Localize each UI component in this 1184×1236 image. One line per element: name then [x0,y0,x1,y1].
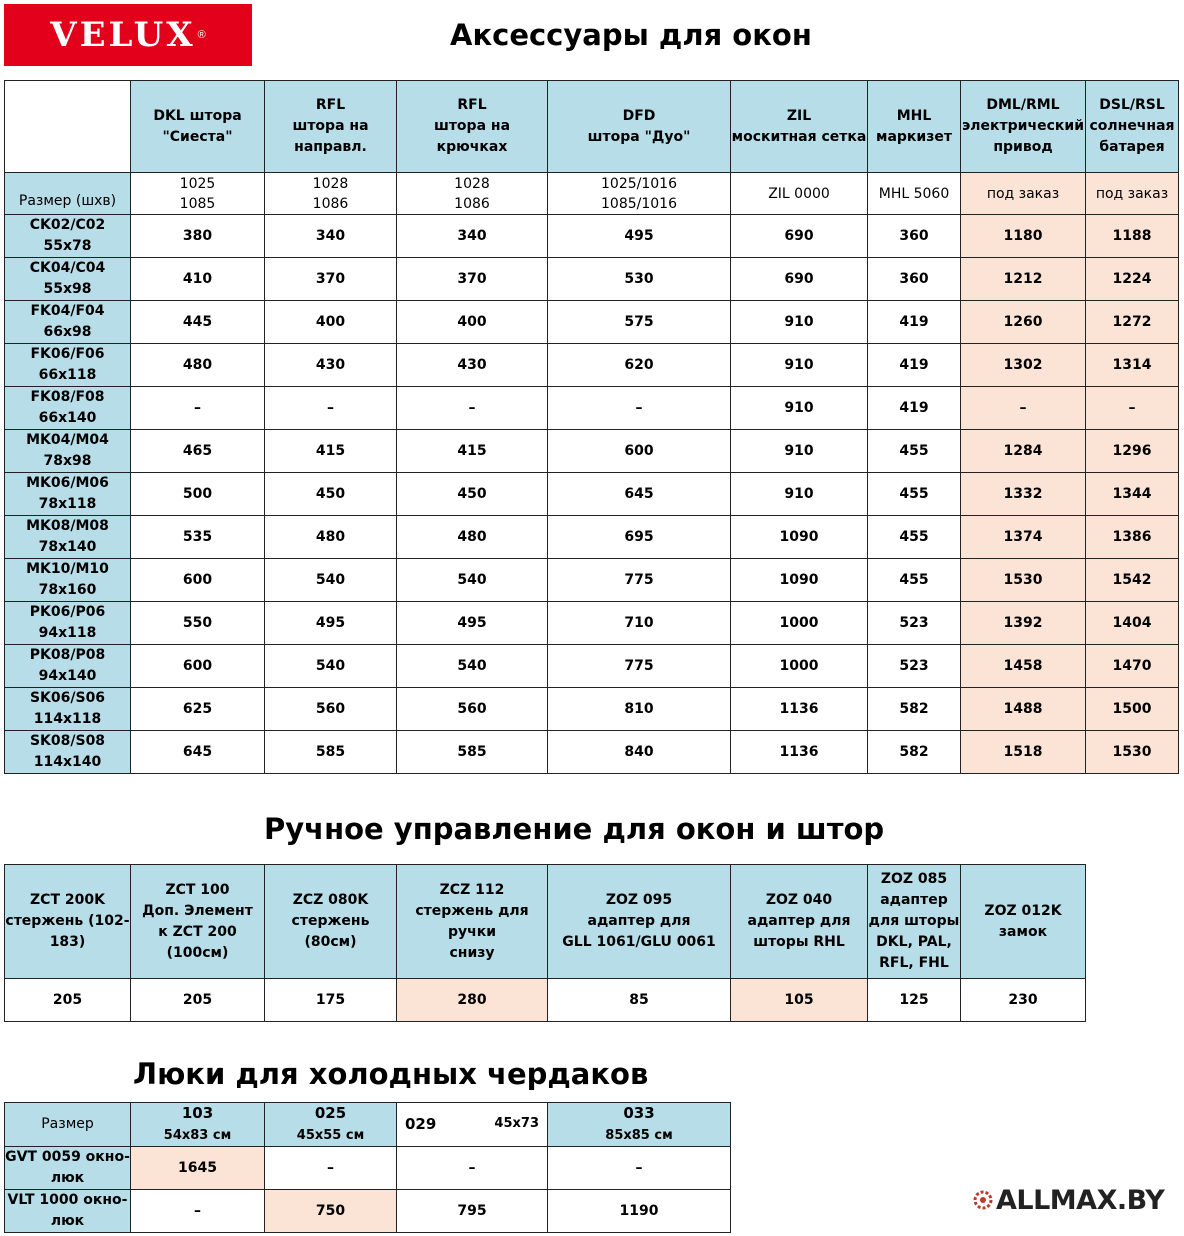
section1-title: Аксессуары для окон [450,18,812,52]
size-cell [5,731,131,774]
cell-line: маркизет [876,128,952,145]
price-cell: 455 [868,559,961,602]
table-row [5,473,1179,516]
column-header [731,81,868,173]
price-cell: 495 [397,602,548,645]
price-cell: 840 [548,731,731,774]
product-cell [5,1147,131,1190]
cell-line: 1085/1016 [601,195,677,212]
header-row [5,1103,731,1147]
size-cell [5,473,131,516]
price-cell: 1386 [1086,516,1179,559]
price-cell: 1090 [731,559,868,602]
cell-line: ZCT 100 [165,881,230,898]
cell-line: MK06/M06 [26,475,109,491]
price-cell: 105 [731,979,868,1022]
cell-line: 78x98 [43,453,92,469]
cell-line: 1086 [454,195,490,212]
price-cell: 600 [131,645,265,688]
cell-line: 1025/1016 [601,175,677,192]
price-cell: 910 [731,301,868,344]
price-cell: – [961,387,1086,430]
cell-line: MHL [896,107,932,124]
price-cell: 1180 [961,215,1086,258]
allmax-text: ALLMAX.BY [996,1184,1165,1216]
code-row [5,173,1179,215]
price-cell: 1458 [961,645,1086,688]
cell-line: MK04/M04 [26,432,109,448]
cell-line: штора на [292,118,369,134]
manual-control-table [4,864,1086,1022]
cell-line: ZCZ 112 [439,881,505,898]
column-header [961,81,1086,173]
cell-line: 114x140 [33,754,102,770]
column-header [5,865,131,979]
column-header [548,1103,731,1147]
price-cell: 1374 [961,516,1086,559]
cell-line: Доп. Элемент [142,902,253,919]
cell-line: для шторы [868,913,960,929]
price-cell: 205 [131,979,265,1022]
section3-title: Люки для холодных чердаков [133,1057,649,1091]
price-cell: 480 [131,344,265,387]
price-cell: 1530 [961,559,1086,602]
price-cell: 495 [265,602,397,645]
product-code [265,173,397,215]
cell-line: FK04/F04 66x98 [30,303,105,340]
price-cell: 495 [548,215,731,258]
cell-line: 78x118 [38,496,97,512]
cell-line: VLT 1000 окно- [7,1192,128,1208]
hatch-code: 025 [314,1104,347,1122]
column-header [868,81,961,173]
price-cell: 480 [265,516,397,559]
size-cell [5,215,131,258]
price-cell: 430 [265,344,397,387]
price-cell: 540 [265,645,397,688]
size-cell [5,645,131,688]
cell-line: ZOZ 040 [765,892,833,908]
cell-line: ZIL [786,107,812,124]
price-cell: 690 [731,258,868,301]
price-cell: 540 [265,559,397,602]
price-cell: 910 [731,344,868,387]
cell-line: GLL 1061/GLU 0061 [562,934,716,950]
table-row [5,979,1086,1022]
price-cell: 1000 [731,645,868,688]
product-code [731,173,868,215]
gear-icon [972,1189,994,1211]
table-row [5,559,1179,602]
price-cell: 795 [397,1190,548,1233]
cell-line: ZOZ 095 [605,892,673,908]
cell-line: снизу [449,944,495,961]
column-header [548,865,731,979]
hatch-dim: 54x83 см [163,1128,232,1143]
cell-line: батарея [1099,139,1165,155]
cell-line: москитная сетка [731,128,867,145]
size-cell [5,688,131,731]
price-cell: 340 [265,215,397,258]
cell-line: ZOZ 012K замок [984,902,1062,940]
column-header [265,865,397,979]
size-cell [5,430,131,473]
column-header [131,81,265,173]
table-row [5,1190,731,1233]
product-code [131,173,265,215]
price-cell: 360 [868,258,961,301]
registered-mark: ® [197,29,206,41]
price-cell: 450 [397,473,548,516]
cell-line: адаптер для [747,913,851,929]
price-cell: 1090 [731,516,868,559]
column-header [397,865,548,979]
price-cell: 1224 [1086,258,1179,301]
cell-line: адаптер для [587,913,691,929]
price-cell: 430 [397,344,548,387]
accessories-table [4,80,1179,774]
cell-line: DML/RML [986,97,1060,113]
table-row [5,387,1179,430]
table-row [5,430,1179,473]
corner-cell [5,81,131,173]
table-row [5,301,1179,344]
price-cell: – [131,387,265,430]
price-cell: 560 [265,688,397,731]
hatch-dim: 45x55 см [296,1128,365,1143]
price-cell: 480 [397,516,548,559]
price-cell: 645 [131,731,265,774]
price-cell: 1404 [1086,602,1179,645]
product-code [397,173,548,215]
price-cell: – [265,387,397,430]
cell-line: GVT 0059 окно- [5,1149,130,1165]
cell-line: под заказ [986,185,1060,202]
product-code [1086,173,1179,215]
price-cell: – [397,387,548,430]
table-row [5,344,1179,387]
price-cell: 585 [397,731,548,774]
price-cell: 620 [548,344,731,387]
price-cell: 1344 [1086,473,1179,516]
size-cell [5,559,131,602]
cell-line: 114x118 [33,711,102,727]
price-cell: 1188 [1086,215,1179,258]
cell-line: люк [50,1213,85,1229]
price-cell: 1488 [961,688,1086,731]
cell-line: стержень (80см) [291,913,370,950]
size-cell [5,387,131,430]
price-cell: 1272 [1086,301,1179,344]
price-cell: 230 [961,979,1086,1022]
price-cell: 695 [548,516,731,559]
price-cell: 775 [548,645,731,688]
cell-line: DSL/RSL [1099,97,1165,113]
price-cell: 360 [868,215,961,258]
cell-line: "Сиеста" [162,128,233,145]
price-cell: 340 [397,215,548,258]
cell-line: ZIL 0000 [768,185,830,202]
product-cell [5,1190,131,1233]
cell-line: PK06/P06 94x118 [29,604,106,641]
hatch-dim: 85x85 см [605,1128,673,1143]
price-cell: 1190 [548,1190,731,1233]
price-cell: 465 [131,430,265,473]
section2-title: Ручное управление для окон и штор [264,812,885,846]
price-cell: 535 [131,516,265,559]
price-cell: 1136 [731,731,868,774]
price-cell: 1136 [731,688,868,731]
price-cell: 750 [265,1190,397,1233]
cell-line: PK08/P08 94x140 [29,647,106,684]
cell-line: SK06/S06 [29,690,106,706]
cell-line: MHL 5060 [878,185,950,202]
price-cell: 415 [265,430,397,473]
price-cell: 455 [868,430,961,473]
price-cell: 205 [5,979,131,1022]
column-header [265,1103,397,1147]
cell-line: шторы RHL [753,934,845,950]
price-cell: 450 [265,473,397,516]
price-cell: 523 [868,645,961,688]
price-cell: 1284 [961,430,1086,473]
price-cell: 550 [131,602,265,645]
cell-line: ZCZ 080K [292,892,369,908]
attic-hatch-table [4,1102,731,1233]
column-header [131,1103,265,1147]
price-cell: 1518 [961,731,1086,774]
cell-line: стержень для ручки [415,902,529,940]
price-cell: 560 [397,688,548,731]
price-cell: 370 [265,258,397,301]
price-cell: 419 [868,301,961,344]
size-cell [5,516,131,559]
price-cell: 775 [548,559,731,602]
price-cell: 645 [548,473,731,516]
cell-line: электрический [961,118,1085,134]
cell-line: MK08/M08 [26,518,109,534]
price-cell: 910 [731,430,868,473]
product-code [548,173,731,215]
price-cell: 1260 [961,301,1086,344]
size-label: Размер (шхв) [5,173,131,215]
price-cell: – [131,1190,265,1233]
column-header [1086,81,1179,173]
cell-line: ZOZ 085 [880,871,948,887]
price-cell: – [548,387,731,430]
cell-line: 183) [49,934,86,950]
table-row [5,731,1179,774]
table-row [5,688,1179,731]
price-cell: 125 [868,979,961,1022]
price-cell: 582 [868,688,961,731]
cell-line: RFL [457,97,487,113]
price-cell: 370 [397,258,548,301]
size-cell [5,258,131,301]
cell-line: 78x140 [38,539,97,555]
price-cell: 419 [868,344,961,387]
price-cell: 600 [131,559,265,602]
price-cell: 1302 [961,344,1086,387]
table-row [5,602,1179,645]
size-label: Размер [5,1103,131,1147]
cell-line: к ZCT 200 (100см) [158,923,237,961]
price-cell: 445 [131,301,265,344]
cell-line: DFD [622,107,656,124]
table-row [5,258,1179,301]
price-cell: 690 [731,215,868,258]
price-cell: 380 [131,215,265,258]
cell-line: DKL, PAL, [876,934,952,950]
price-cell: 1314 [1086,344,1179,387]
cell-line: 1085 [179,195,216,212]
price-cell: 1645 [131,1147,265,1190]
velux-logo [4,4,252,66]
price-cell: 500 [131,473,265,516]
price-cell: 710 [548,602,731,645]
cell-line: RFL [315,97,346,113]
price-cell: 1542 [1086,559,1179,602]
cell-line: MK10/M10 [26,561,109,577]
size-cell [5,602,131,645]
price-cell: 575 [548,301,731,344]
cell-line: солнечная [1089,118,1175,134]
price-cell: 280 [397,979,548,1022]
price-cell: – [397,1147,548,1190]
header-row [5,865,1086,979]
logo-text: VELUX [50,15,196,55]
price-cell: 1000 [731,602,868,645]
price-cell: 625 [131,688,265,731]
hatch-code: 033 [623,1104,655,1122]
price-cell: 600 [548,430,731,473]
price-cell: 1530 [1086,731,1179,774]
column-header [397,81,548,173]
price-cell: 1332 [961,473,1086,516]
price-cell: 1212 [961,258,1086,301]
price-cell: 175 [265,979,397,1022]
column-header [961,865,1086,979]
cell-line: 1028 [454,175,490,192]
hatch-code: 029 [405,1114,437,1133]
cell-line: привод [993,139,1053,155]
price-cell: 530 [548,258,731,301]
column-header [731,865,868,979]
price-cell: – [265,1147,397,1190]
price-cell: 415 [397,430,548,473]
table-row [5,215,1179,258]
column-header [868,865,961,979]
column-header [548,81,731,173]
table-row [5,1147,731,1190]
cell-line: 1086 [312,195,349,212]
cell-line: DKL штора [153,107,242,124]
price-cell: 410 [131,258,265,301]
size-cell [5,301,131,344]
price-cell: – [1086,387,1179,430]
price-cell: 85 [548,979,731,1022]
allmax-logo [972,1180,1172,1220]
cell-line: FK06/F06 66x118 [30,346,105,383]
price-cell: 540 [397,559,548,602]
price-cell: 400 [265,301,397,344]
price-cell: 1392 [961,602,1086,645]
cell-line: стержень (102- [5,913,130,929]
table-row [5,645,1179,688]
cell-line: 78x160 [38,582,97,598]
cell-line: штора на крючках [433,118,511,155]
cell-line: люк [50,1170,85,1186]
price-cell: 910 [731,387,868,430]
price-cell: 455 [868,516,961,559]
column-header [397,1103,548,1147]
price-cell: 1296 [1086,430,1179,473]
price-cell: 400 [397,301,548,344]
cell-line: ZCT 200K [30,892,105,908]
header-row [5,81,1179,173]
cell-line: под заказ [1095,185,1169,202]
hatch-code: 103 [181,1104,214,1122]
price-cell: 1500 [1086,688,1179,731]
price-cell: 910 [731,473,868,516]
price-cell: 540 [397,645,548,688]
product-code [868,173,961,215]
cell-line: FK08/F08 66x140 [30,389,105,426]
price-cell: 582 [868,731,961,774]
size-cell [5,344,131,387]
price-cell: – [548,1147,731,1190]
price-cell: 523 [868,602,961,645]
table-row [5,516,1179,559]
price-cell: 810 [548,688,731,731]
column-header [265,81,397,173]
cell-line: CK02/C02 55x78 [29,217,106,254]
price-cell: 419 [868,387,961,430]
price-cell: 455 [868,473,961,516]
cell-line: направл. [294,139,367,155]
cell-line: CK04/C04 55x98 [29,260,106,297]
price-cell: 1470 [1086,645,1179,688]
price-cell: 585 [265,731,397,774]
hatch-dim: 45x73 [494,1115,539,1131]
cell-line: 1028 [312,175,349,192]
cell-line: 1025 [179,175,216,192]
cell-line: SK08/S08 [29,733,106,749]
cell-line: RFL, FHL [879,955,949,971]
cell-line: штора "Дуо" [587,128,691,145]
cell-line: адаптер [880,892,948,908]
product-code [961,173,1086,215]
column-header [131,865,265,979]
